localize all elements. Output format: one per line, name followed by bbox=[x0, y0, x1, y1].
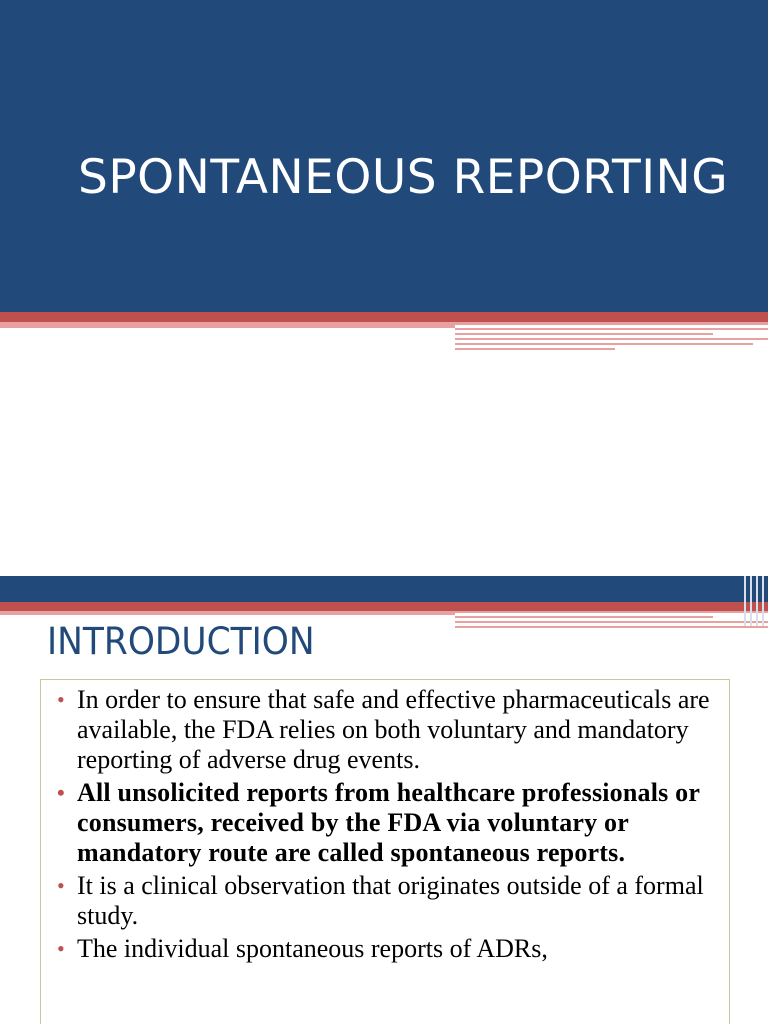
bullet-text: The individual spontaneous reports of ADRs, bbox=[77, 934, 548, 963]
bullet-text: In order to ensure that safe and effective pharmaceuticals are available, the FDA relies on both voluntary and mandatory reporting of adverse drug events. bbox=[77, 685, 710, 774]
accent-bar-pink bbox=[0, 611, 455, 615]
bullet-dot-icon: • bbox=[57, 873, 65, 898]
bullet-item bbox=[57, 778, 717, 868]
bullet-dot-icon: • bbox=[57, 687, 65, 712]
accent-bar-red bbox=[0, 312, 768, 322]
slide-title-text: SPONTANEOUS REPORTING bbox=[78, 150, 729, 205]
bullet-text: All unsolicited reports from healthcare professionals or consumers, received by the FDA via voluntary or mandatory route are called spontaneous reports. bbox=[77, 778, 700, 867]
bullet-list bbox=[41, 680, 729, 964]
accent-bar-red bbox=[0, 602, 768, 611]
bullet-dot-icon: • bbox=[57, 936, 65, 961]
bullet-item bbox=[57, 934, 717, 964]
slide-introduction bbox=[0, 576, 768, 1024]
bullet-text: It is a clinical observation that originates outside of a formal study. bbox=[77, 871, 704, 930]
bullet-dot-icon: • bbox=[57, 780, 65, 805]
bullet-content-box bbox=[40, 679, 730, 1024]
bullet-item bbox=[57, 871, 717, 931]
accent-bar-pink bbox=[0, 322, 455, 328]
slide-heading: INTRODUCTION bbox=[47, 620, 315, 663]
header-band bbox=[0, 576, 768, 602]
bullet-item bbox=[57, 685, 717, 775]
